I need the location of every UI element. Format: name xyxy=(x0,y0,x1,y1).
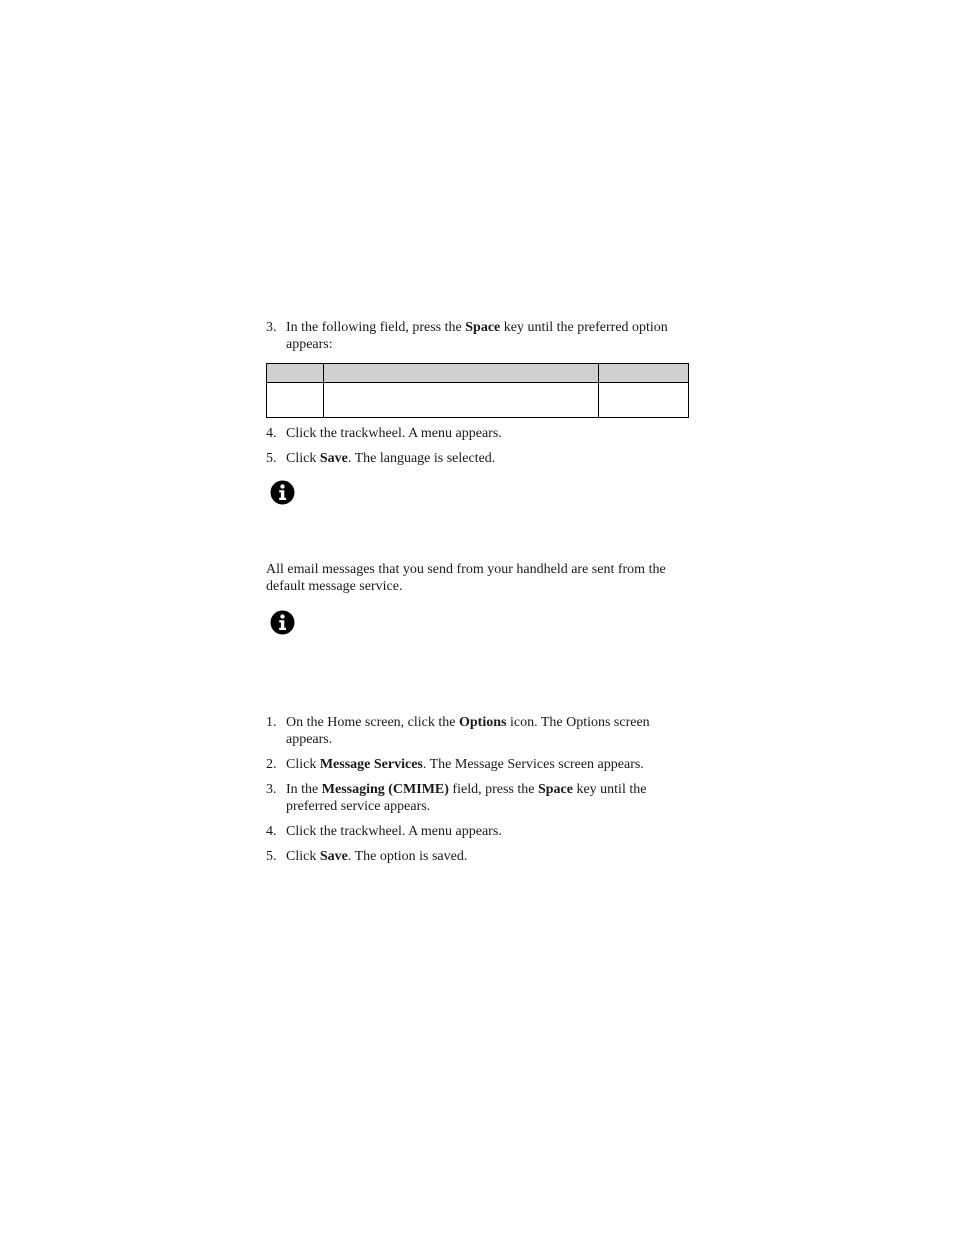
step-text: Click Save. The language is selected. xyxy=(286,451,496,466)
step-number: 4. xyxy=(266,426,277,441)
step-number: 5. xyxy=(266,451,277,466)
table-header-cell xyxy=(324,364,599,383)
language-step-5 xyxy=(266,450,690,467)
service-step-5 xyxy=(266,848,690,865)
service-step-1 xyxy=(266,714,690,748)
table-row xyxy=(267,383,689,418)
service-step-4 xyxy=(266,823,690,840)
step-text: In the Messaging (CMIME) field, press the Space key until the preferred service appears. xyxy=(286,782,647,814)
info-icon xyxy=(270,610,295,635)
step-text: Click the trackwheel. A menu appears. xyxy=(286,426,502,441)
step-number: 2. xyxy=(266,757,277,772)
step-number: 3. xyxy=(266,782,277,797)
step-text: Click Save. The option is saved. xyxy=(286,849,468,864)
step-number: 4. xyxy=(266,824,277,839)
service-step-2 xyxy=(266,756,690,773)
language-step-4 xyxy=(266,425,690,442)
step-number: 1. xyxy=(266,715,277,730)
table-cell xyxy=(267,383,324,418)
step-text: In the following field, press the Space key until the preferred option appears: xyxy=(286,320,668,352)
info-icon xyxy=(270,480,295,505)
language-step-3 xyxy=(266,319,690,353)
table-cell xyxy=(599,383,689,418)
step-number: 3. xyxy=(266,320,277,335)
options-table xyxy=(266,363,689,418)
step-text: Click the trackwheel. A menu appears. xyxy=(286,824,502,839)
table-header-cell xyxy=(599,364,689,383)
step-text: Click Message Services. The Message Services screen appears. xyxy=(286,757,644,772)
step-number: 5. xyxy=(266,849,277,864)
table-header-row xyxy=(267,364,689,383)
table-cell xyxy=(324,383,599,418)
step-text: On the Home screen, click the Options icon. The Options screen appears. xyxy=(286,715,650,747)
intro-paragraph: All email messages that you send from your handheld are sent from the default message service. xyxy=(266,562,666,594)
table-header-cell xyxy=(267,364,324,383)
service-step-3 xyxy=(266,781,690,815)
